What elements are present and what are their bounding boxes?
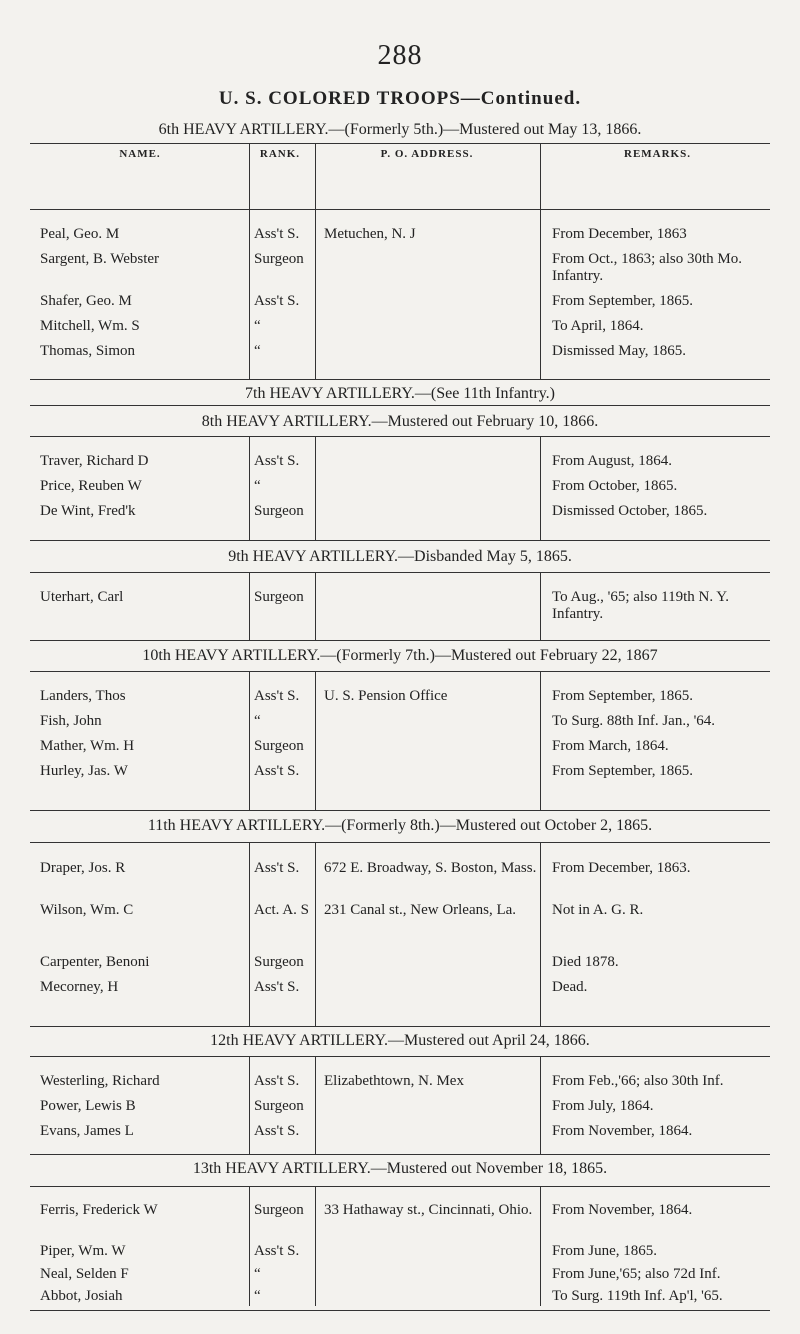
section-title: 11th HEAVY ARTILLERY.—(Formerly 8th.)—Mustered out October 2, 1865.	[147, 817, 653, 834]
column-divider	[315, 572, 316, 640]
column-divider	[249, 1056, 250, 1154]
remarks-cell: From Feb.,'66; also 30th Inf.	[552, 1073, 724, 1089]
column-divider	[249, 671, 250, 810]
rank-cell: Ass't S.	[254, 979, 300, 995]
column-divider	[315, 1186, 316, 1306]
section-title: 6th HEAVY ARTILLERY.—(Formerly 5th.)—Mustered out May 13, 1866.	[158, 121, 642, 138]
column-divider	[249, 842, 250, 1026]
rank-cell: “	[254, 343, 261, 359]
rule	[30, 1056, 770, 1057]
remarks-cell: To April, 1864.	[552, 318, 644, 334]
address-cell: Metuchen, N. J	[324, 226, 416, 242]
column-divider	[315, 436, 316, 540]
name-cell: Neal, Selden F	[40, 1266, 129, 1282]
section-title: 8th HEAVY ARTILLERY.—Mustered out February 10, 1866.	[201, 413, 599, 430]
remarks-cell: From July, 1864.	[552, 1098, 654, 1114]
name-cell: Thomas, Simon	[40, 343, 136, 359]
rule	[30, 1154, 770, 1155]
column-divider	[249, 572, 250, 640]
remarks-cell: From August, 1864.	[552, 453, 673, 469]
section-title: 13th HEAVY ARTILLERY.—Mustered out November 18, 1865.	[192, 1160, 608, 1177]
section-title: 9th HEAVY ARTILLERY.—Disbanded May 5, 1865.	[228, 548, 572, 565]
column-divider	[315, 842, 316, 1026]
remarks-cell: Dismissed May, 1865.	[552, 343, 687, 359]
remarks-cell: From December, 1863.	[552, 860, 691, 876]
section-title: 12th HEAVY ARTILLERY.—Mustered out April 24, 1866.	[210, 1032, 590, 1049]
remarks-cell: Dead.	[552, 979, 588, 995]
remarks-cell: From October, 1865.	[552, 478, 678, 494]
name-cell: Ferris, Frederick W	[40, 1202, 158, 1218]
rank-cell: Ass't S.	[254, 688, 300, 704]
name-cell: Mitchell, Wm. S	[40, 318, 140, 334]
rank-cell: Surgeon	[254, 1202, 304, 1218]
rank-cell: “	[254, 713, 261, 729]
name-cell: Wilson, Wm. C	[40, 902, 134, 918]
column-divider	[249, 1186, 250, 1306]
name-cell: Draper, Jos. R	[40, 860, 126, 876]
name-cell: Fish, John	[40, 713, 102, 729]
rank-cell: “	[254, 318, 261, 334]
name-cell: De Wint, Fred'k	[40, 503, 136, 519]
rank-cell: Surgeon	[254, 1098, 304, 1114]
rule	[30, 1026, 770, 1027]
rank-cell: Surgeon	[254, 503, 304, 519]
rank-cell: “	[254, 478, 261, 494]
name-cell: Carpenter, Benoni	[40, 954, 150, 970]
name-cell: Abbot, Josiah	[40, 1288, 123, 1304]
column-divider	[540, 1186, 541, 1306]
column-divider	[540, 572, 541, 640]
name-cell: Shafer, Geo. M	[40, 293, 132, 309]
column-divider	[315, 209, 316, 379]
page-title: U. S. COLORED TROOPS—Continued.	[218, 88, 582, 109]
remarks-cell: From September, 1865.	[552, 688, 694, 704]
rule	[30, 143, 770, 144]
column-divider	[540, 671, 541, 810]
remarks-cell: To Surg. 119th Inf. Ap'l, '65.	[552, 1288, 723, 1304]
remarks-cell: From September, 1865.	[552, 293, 694, 309]
rule	[30, 842, 770, 843]
col-header-name: NAME.	[119, 148, 161, 160]
column-divider	[315, 1056, 316, 1154]
name-cell: Mecorney, H	[40, 979, 119, 995]
column-divider	[540, 1056, 541, 1154]
remarks-cell: Not in A. G. R.	[552, 902, 644, 918]
address-cell: 33 Hathaway st., Cincinnati, Ohio.	[324, 1202, 533, 1218]
column-divider	[315, 671, 316, 810]
name-cell: Hurley, Jas. W	[40, 763, 128, 779]
name-cell: Piper, Wm. W	[40, 1243, 126, 1259]
rank-cell: Surgeon	[254, 954, 304, 970]
name-cell: Mather, Wm. H	[40, 738, 135, 754]
remarks-cell: Died 1878.	[552, 954, 619, 970]
name-cell: Westerling, Richard	[40, 1073, 160, 1089]
rule	[30, 540, 770, 541]
rule	[30, 671, 770, 672]
remarks-cell: From March, 1864.	[552, 738, 669, 754]
rule	[30, 436, 770, 437]
name-cell: Traver, Richard D	[40, 453, 149, 469]
remarks-cell: From December, 1863	[552, 226, 687, 242]
rank-cell: Ass't S.	[254, 860, 300, 876]
column-divider	[249, 143, 250, 209]
rule	[30, 1186, 770, 1187]
rule	[30, 405, 770, 406]
col-header-rank: RANK.	[259, 148, 301, 160]
rank-cell: Surgeon	[254, 589, 304, 605]
section-title: 7th HEAVY ARTILLERY.—(See 11th Infantry.)	[245, 385, 555, 402]
page-number: 288	[377, 40, 423, 71]
rank-cell: Ass't S.	[254, 763, 300, 779]
rank-cell: Act. A. S	[254, 902, 310, 918]
name-cell: Evans, James L	[40, 1123, 134, 1139]
address-cell: 672 E. Broadway, S. Boston, Mass.	[324, 860, 537, 876]
column-divider	[249, 436, 250, 540]
remarks-cell: From November, 1864.	[552, 1202, 693, 1218]
remarks-cell: To Aug., '65; also 119th N. Y. Infantry.	[552, 589, 729, 622]
rule	[30, 379, 770, 380]
rule	[30, 572, 770, 573]
name-cell: Peal, Geo. M	[40, 226, 120, 242]
rank-cell: “	[254, 1266, 261, 1282]
rank-cell: Ass't S.	[254, 453, 300, 469]
remarks-cell: Dismissed October, 1865.	[552, 503, 708, 519]
section-title: 10th HEAVY ARTILLERY.—(Formerly 7th.)—Mustered out February 22, 1867	[142, 647, 658, 664]
address-cell: Elizabethtown, N. Mex	[324, 1073, 464, 1089]
address-cell: 231 Canal st., New Orleans, La.	[324, 902, 517, 918]
remarks-cell: From Oct., 1863; also 30th Mo. Infantry.	[552, 251, 742, 284]
rank-cell: Ass't S.	[254, 1073, 300, 1089]
name-cell: Sargent, B. Webster	[40, 251, 160, 267]
remarks-cell: From September, 1865.	[552, 763, 694, 779]
rank-cell: Ass't S.	[254, 293, 300, 309]
name-cell: Uterhart, Carl	[40, 589, 124, 605]
rank-cell: “	[254, 1288, 261, 1304]
rank-cell: Ass't S.	[254, 1123, 300, 1139]
rank-cell: Ass't S.	[254, 226, 300, 242]
rank-cell: Surgeon	[254, 251, 304, 267]
name-cell: Landers, Thos	[40, 688, 126, 704]
remarks-cell: From June,'65; also 72d Inf.	[552, 1266, 721, 1282]
rank-cell: Ass't S.	[254, 1243, 300, 1259]
remarks-cell: From November, 1864.	[552, 1123, 693, 1139]
name-cell: Price, Reuben W	[40, 478, 142, 494]
col-header-remarks: REMARKS.	[624, 148, 691, 160]
col-header-address: P. O. ADDRESS.	[380, 148, 474, 160]
remarks-cell: From June, 1865.	[552, 1243, 657, 1259]
rule	[30, 209, 770, 210]
column-divider	[315, 143, 316, 209]
rule	[30, 640, 770, 641]
column-divider	[540, 842, 541, 1026]
address-cell: U. S. Pension Office	[324, 688, 448, 704]
rule	[30, 1310, 770, 1311]
column-divider	[540, 143, 541, 209]
column-divider	[249, 209, 250, 379]
rank-cell: Surgeon	[254, 738, 304, 754]
column-divider	[540, 436, 541, 540]
column-divider	[540, 209, 541, 379]
remarks-cell: To Surg. 88th Inf. Jan., '64.	[552, 713, 716, 729]
name-cell: Power, Lewis B	[40, 1098, 136, 1114]
rule	[30, 810, 770, 811]
